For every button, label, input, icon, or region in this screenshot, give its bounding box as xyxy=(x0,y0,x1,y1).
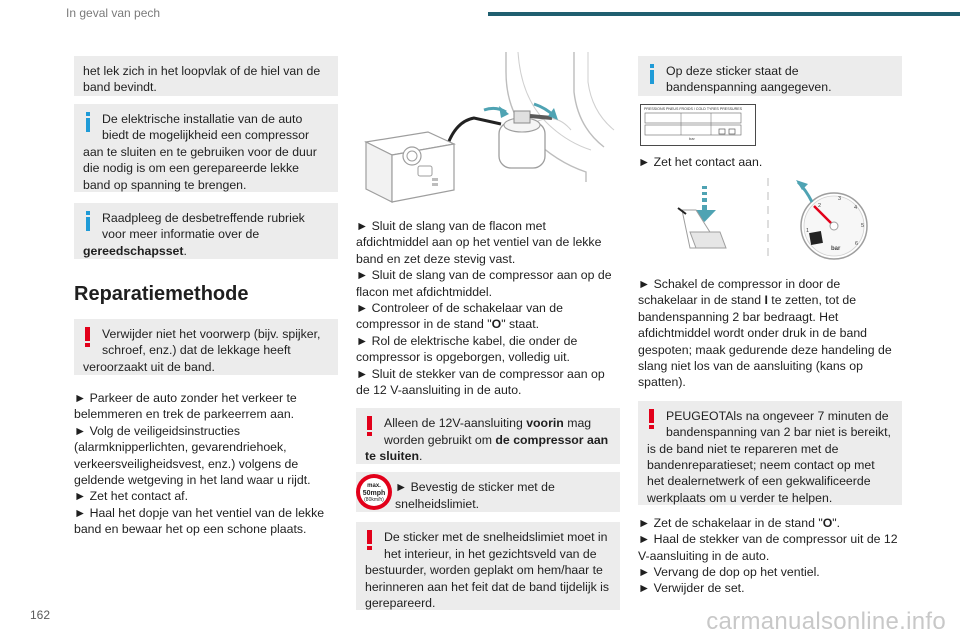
warning-text-line1: Verwijder niet het voorwerp (bijv. spijker, xyxy=(102,327,321,341)
warning-text-rest: veroorzaakt uit de band. xyxy=(83,359,215,374)
step-item: ► Sluit de slang van de flacon met afdichtmiddel aan op het ventiel van de lekke band en zet deze stevig vast. xyxy=(356,219,602,266)
column-3 xyxy=(638,56,902,96)
section-heading: Reparatiemethode xyxy=(74,283,249,305)
gauge-tick: 1 xyxy=(806,228,810,234)
info-text-line2: bandenspanning aangegeven. xyxy=(666,80,832,95)
sticker-text-line1: ► Bevestig de sticker met de xyxy=(395,480,555,495)
label-unit: bar xyxy=(689,136,695,141)
column-1 xyxy=(74,56,338,538)
info-text-line2: biedt de mogelijkheid een compressor xyxy=(102,128,310,143)
gauge-unit: bar xyxy=(831,246,841,252)
speed-limit-sticker-icon: max. 50mph (80km/h) xyxy=(356,474,392,510)
continuation-box xyxy=(74,56,338,96)
warning-text-rest: te sluiten. xyxy=(365,449,423,464)
continuation-text: het lek zich in het loopvlak of de hiel van de band bevindt. xyxy=(83,64,321,95)
info-box-pressure xyxy=(638,56,902,96)
toolkit-link: gereedschapsset xyxy=(83,243,184,258)
gauge-tick: 3 xyxy=(838,196,842,202)
column-3-lower xyxy=(638,276,902,597)
sticker-box xyxy=(356,472,620,512)
warning-text-line1: PEUGEOTAls na ongeveer 7 minuten de xyxy=(666,408,889,423)
warning-box-socket xyxy=(356,408,620,464)
step-item: ► Verwijder de set. xyxy=(638,581,745,596)
warning-box-pressure xyxy=(638,401,902,505)
step-item: ► Volg de veiligeidsinstructies (alarmknipperlichten, gevarendriehoek, verkeersveiligheidsvest, enz.) volgens de geldende wetgeving in het land waar u rijdt. xyxy=(74,423,311,488)
warning-text-line2: schroef, enz.) dat de lekkage heeft xyxy=(102,343,291,358)
final-steps xyxy=(638,515,902,597)
gauge-tick: 4 xyxy=(854,205,858,211)
page-number: 162 xyxy=(30,608,51,622)
step-item: ► Vervang de dop op het ventiel. xyxy=(638,565,820,580)
info-text-line1: Op deze sticker staat de xyxy=(666,64,799,78)
warning-icon xyxy=(364,416,376,436)
step-item: ► Zet de schakelaar in de stand "O". xyxy=(638,515,841,530)
compressor-illustration xyxy=(356,52,620,206)
warning-text-line2: worden gebruikt om de compressor aan xyxy=(384,432,609,447)
info-text-line2: voor meer informatie over de xyxy=(102,227,260,242)
step-item: ► Haal het dopje van het ventiel van de lekke band en bewaar het op een schone plaats. xyxy=(74,505,325,537)
section-title: In geval van pech xyxy=(66,6,161,20)
column-2 xyxy=(356,218,620,610)
gauge-tick: 6 xyxy=(855,241,859,247)
step-item: ► Zet het contact aan. xyxy=(638,155,763,169)
warning-text-line1: Alleen de 12V-aansluiting voorin mag xyxy=(384,416,592,431)
warning-text-rest: bestuurder, worden geplakt om hem/haar te herinneren aan het feit dat de band tijdelijk is gerepareerd. xyxy=(365,563,610,611)
warning-icon xyxy=(364,530,376,550)
step-item: ► Schakel de compressor in door de schakelaar in de stand I te zetten, tot de bandenspanning 2 bar bedraagt. Het afdichtmiddel wordt onder druk in de band gespoten; maak gedurende deze handeling de slang niet los van de aansluiting (kans op spatten). xyxy=(638,277,892,390)
warning-box-sticker xyxy=(356,522,620,610)
watermark: carmanualsonline.info xyxy=(706,608,946,635)
step-item: ► Sluit de slang van de compressor aan op de flacon met afdichtmiddel. xyxy=(356,268,612,299)
info-text-rest: gereedschapsset. xyxy=(83,243,187,258)
step-item: ► Rol de elektrische kabel, die onder de compressor is opgeborgen, volledig uit. xyxy=(356,333,578,365)
sticker-text-line2: snelheidslimiet. xyxy=(395,496,480,511)
step-item: ► Sluit de stekker van de compressor aan op de 12 V-aansluiting in de auto. xyxy=(356,366,605,398)
info-icon xyxy=(86,211,98,231)
switch-gauge-illustration xyxy=(676,176,886,264)
info-box-toolkit xyxy=(74,203,338,259)
info-text-line1: De elektrische installatie van de auto xyxy=(102,112,303,126)
header-accent-bar xyxy=(488,12,960,16)
gauge-tick: 2 xyxy=(818,203,822,209)
step-contact-wrap xyxy=(638,154,902,170)
step-item: ► Haal de stekker van de compressor uit de 12 V-aansluiting in de auto. xyxy=(638,532,898,563)
warning-icon xyxy=(82,327,94,347)
warning-text-line2: het interieur, in het gezichtsveld van de xyxy=(384,546,597,561)
warning-text-line2: bandenspanning van 2 bar niet is bereikt, xyxy=(666,425,891,440)
step-item: ► Zet het contact af. xyxy=(74,489,189,504)
info-text-line1: Raadpleeg de desbetreffende rubriek xyxy=(102,211,305,225)
warning-icon xyxy=(646,409,658,429)
warning-box-object xyxy=(74,319,338,375)
warning-text-rest: is de band niet te repareren met de bandenreparatieset; neem contact op met het dealernetwerk of een gekwalificeerde werkplaats om u verder te helpen. xyxy=(647,441,875,505)
step-item: ► Parkeer de auto zonder het verkeer te belemmeren en trek de parkeerrem aan. xyxy=(74,391,297,422)
steps-list xyxy=(74,390,338,538)
info-icon xyxy=(86,112,98,132)
warning-text-line1: De sticker met de snelheidslimiet moet in xyxy=(384,530,608,545)
info-icon xyxy=(650,64,662,84)
gauge-tick: 5 xyxy=(861,223,865,229)
info-box-compressor xyxy=(74,104,338,192)
tyre-pressure-label: PRESSIONS PNEUS FROIDS / COLD TYRES PRESSURES bar xyxy=(640,104,756,146)
step-item: ► Controleer of de schakelaar van de compressor in de stand "O" staat. xyxy=(356,301,563,332)
info-text-rest: aan te sluiten en te gebruiken voor de duur die nodig is om een gerepareerde lekke band op spanning te brengen. xyxy=(83,144,317,192)
